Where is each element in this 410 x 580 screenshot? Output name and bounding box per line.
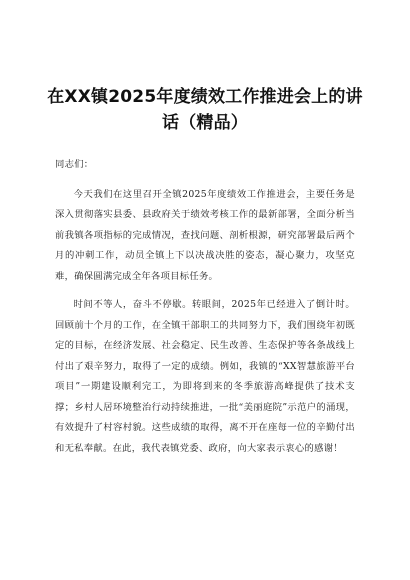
salutation: 同志们： <box>55 159 94 170</box>
paragraph-review: 时间不等人，奋斗不停歇。转眼间，2025年已经进入了倒计时。回顾前十个月的工作，在全镇干部职工的共同努力下，我们围绕年初既定的目标，在经济发展、社会稳定、民生改善、生态保护等各条战线上付出了艰辛努力，取得了一定的成绩。例如，我镇的“XX智慧旅游平台项目”一期建设顺利完工，为即将到来的冬季旅游高峰提供了技术支撑；乡村人居环境整治行动持续推进，一批“美丽庭院”示范户的涌现，有效提升了村容村貌。这些成绩的取得，离不开在座每一位的辛勤付出和无私奉献。在此，我代表镇党委、政府，向大家表示衷心的感谢！ <box>55 299 355 454</box>
document-body <box>55 155 355 467</box>
paragraph-opening: 今天我们在这里召开全镇2025年度绩效工作推进会，主要任务是深入贯彻落实县委、县政府关于绩效考核工作的最新部署，全面分析当前我镇各项指标的完成情况，查找问题、剖析根源，研究部署最后两个月的冲刺工作，动员全镇上下以决战决胜的姿态，凝心聚力，攻坚克难，确保圆满完成全年各项目标任务。 <box>55 188 355 282</box>
document-title: 在XX镇2025年度绩效工作推进会上的讲话（精品） <box>47 87 363 133</box>
